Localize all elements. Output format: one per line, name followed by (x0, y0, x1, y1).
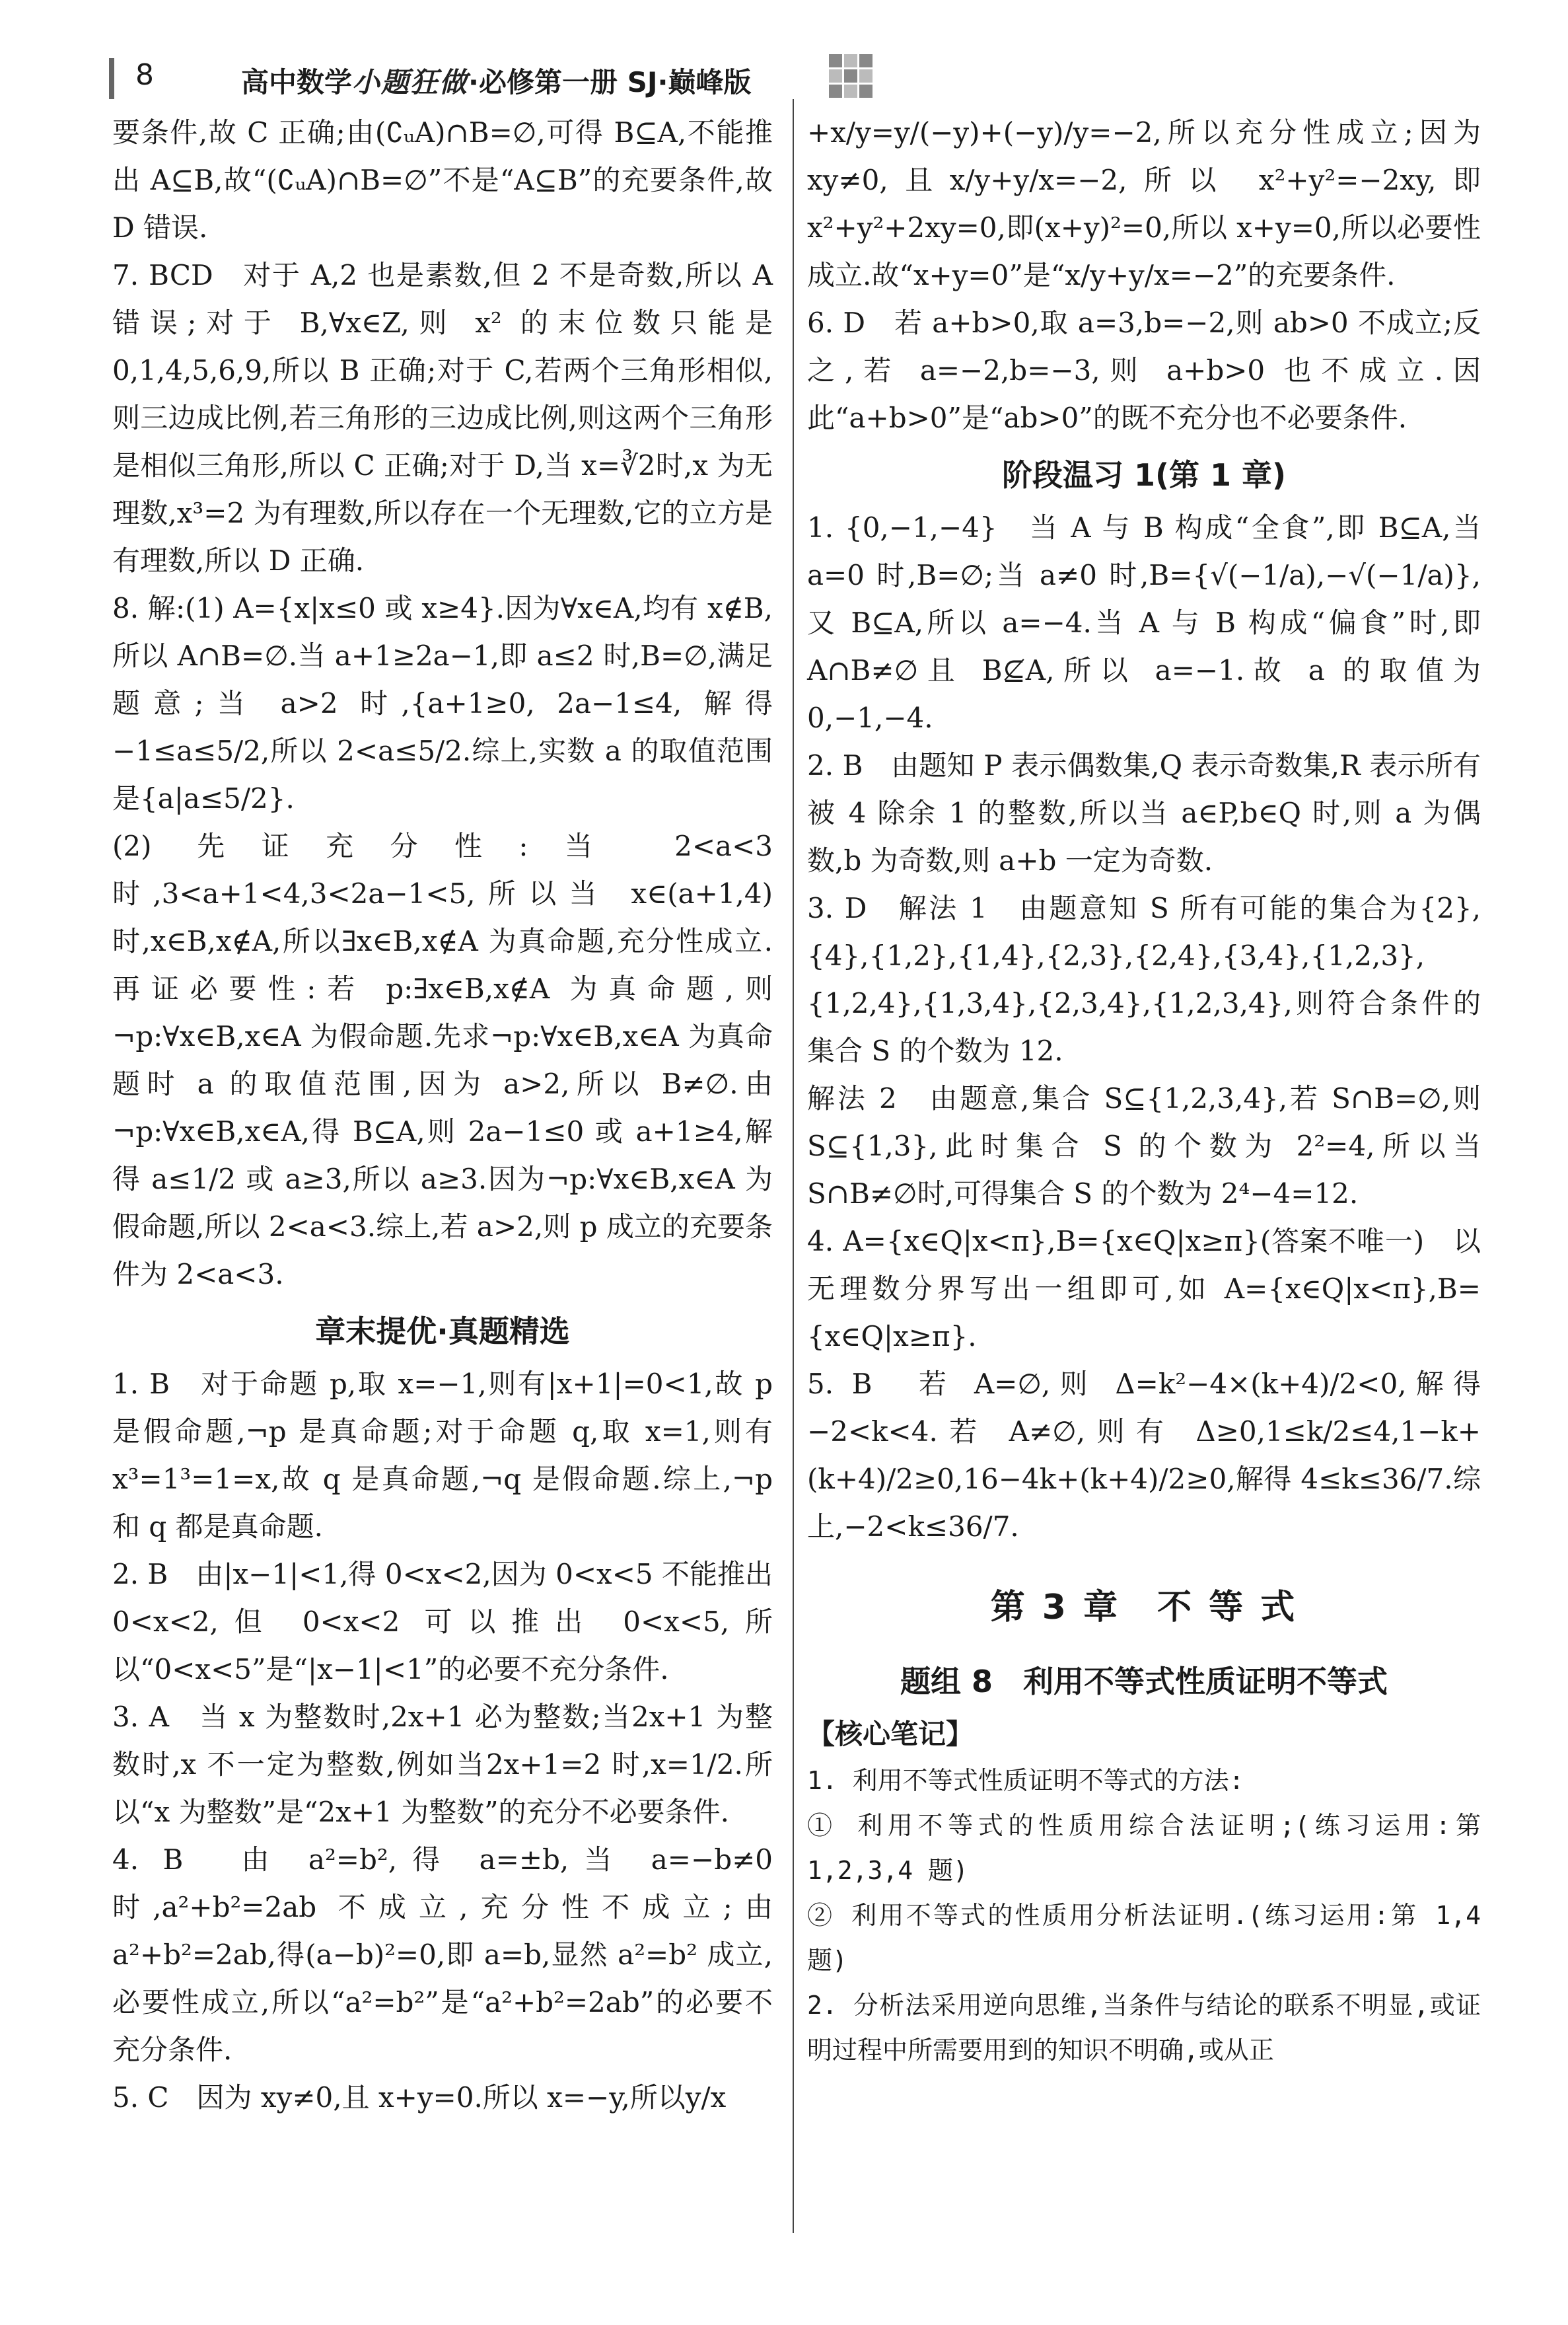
page-header (109, 52, 902, 107)
title-prefix: 高中数学 (241, 66, 353, 98)
note-line: ① 利用不等式的性质用综合法证明;(练习运用:第 1,2,3,4 题) (807, 1811, 1481, 1885)
review-answer-4: 4. A={x∈Q|x<π},B={x∈Q|x≥π}(答案不唯一) 以无理数分界写出一组即可,如 A={x∈Q|x<π},B={x∈Q|x≥π}. (807, 1225, 1481, 1352)
answer-8-part2: (2) 先证充分性:当 2<a<3 时,3<a+1<4,3<2a−1<5,所以当 x∈(a+1,4)时,x∈B,x∉A,所以∃x∈B,x∉A 为真命题,充分性成立.再证必要性:若 p:∃x∈B,x∉A 为真命题,则¬p:∀x∈B,x∈A 为假命题.先求¬p:∀x∈B,x∈A 为真命题时 a 的取值范围,因为 a>2,所以 B≠∅.由¬p:∀x∈B,x∈A,得 B⊆A,则 2a−1≤0 或 a+1≥4,解得 a≤1/2 或 a≥3,所以 a≥3.因为¬p:∀x∈B,x∈A 为假命题,所以 2<a<3.综上,若 a>2,则 p 成立的充要条件为 2<a<3. (112, 830, 773, 1290)
answer-1: 1. B 对于命题 p,取 x=−1,则有|x+1|=0<1,故 p 是假命题,¬p 是真命题;对于命题 q,取 x=1,则有 x³=1³=1=x,故 q 是真命题,¬q 是假命题.综上,¬p 和 q 都是真命题. (112, 1368, 773, 1543)
answer-7: 7. BCD 对于 A,2 也是素数,但 2 不是奇数,所以 A 错误;对于 B,∀x∈Z,则 x² 的末位数只能是 0,1,4,5,6,9,所以 B 正确;对于 C,若两个三角形相似,则三边成比例,若三角形的三边成比例,则这两个三角形是相似三角形,所以 C 正确;对于 D,当 x=∛2时,x 为无理数,x³=2 为有理数,所以存在一个无理数,它的立方是有理数,所以 D 正确. (112, 259, 773, 577)
answer-4: 4. B 由 a²=b²,得 a=±b,当 a=−b≠0 时,a²+b²=2ab 不成立,充分性不成立;由 a²+b²=2ab,得(a−b)²=0,即 a=b,显然 a²=b² 成立,必要性成立,所以“a²=b²”是“a²+b²=2ab”的必要不充分条件. (112, 1843, 773, 2066)
review-answer-2: 2. B 由题知 P 表示偶数集,Q 表示奇数集,R 表示所有被 4 除余 1 的整数,所以当 a∈P,b∈Q 时,则 a 为偶数,b 为奇数,则 a+b 一定为奇数. (807, 749, 1481, 877)
section-title: 阶段温习 1(第 1 章) (1001, 457, 1287, 493)
core-notes-title: 【核心笔记】 (807, 1718, 974, 1750)
chapter-title: 第 3 章 不 等 式 (990, 1588, 1298, 1627)
review-answer-3-method2: 解法 2 由题意,集合 S⊆{1,2,3,4},若 S∩B=∅,则 S⊆{1,3},此时集合 S 的个数为 2²=4,所以当 S∩B≠∅时,可得集合 S 的个数为 2⁴−4=12. (807, 1082, 1481, 1210)
left-column (112, 109, 773, 2122)
answer-5: 5. C 因为 xy≠0,且 x+y=0.所以 x=−y,所以y/x (112, 2081, 727, 2114)
answer-2: 2. B 由|x−1|<1,得 0<x<2,因为 0<x<5 不能推出 0<x<2,但 0<x<2 可以推出 0<x<5,所以“0<x<5”是“|x−1|<1”的必要不充分条件. (112, 1558, 773, 1685)
review-answer-3: 3. D 解法 1 由题意知 S 所有可能的集合为{2},{4},{1,2},{1,4},{2,3},{2,4},{3,4},{1,2,3},{1,2,4},{1,3,4},{2,3,4},{1,2,3,4},则符合条件的集合 S 的个数为 12. (807, 892, 1481, 1067)
note-line: 2. 分析法采用逆向思维,当条件与结论的联系不明显,或证明过程中所需要用到的知识不明确,或从正 (807, 1991, 1481, 2065)
title-suffix: ·必修第一册 SJ·巅峰版 (468, 66, 752, 98)
page-number: 8 (135, 58, 154, 92)
column-divider (793, 99, 794, 2233)
group-title: 题组 8 利用不等式性质证明不等式 (900, 1664, 1388, 1699)
book-title (241, 61, 751, 100)
note-line: ② 利用不等式的性质用分析法证明.(练习运用:第 1,4 题) (807, 1901, 1481, 1975)
answer-8-part1: 8. 解:(1) A={x|x≤0 或 x≥4}.因为∀x∈A,均有 x∉B,所以 A∩B=∅.当 a+1≥2a−1,即 a≤2 时,B=∅,满足题意;当 a>2 时,{a+1≥0, 2a−1≤4, 解得 −1≤a≤5/2,所以 2<a≤5/2.综上,实数 a 的取值范围是{a|a≤5/2}. (112, 592, 773, 815)
brand-logo: 小题狂做 (352, 66, 469, 98)
answer-6: 6. D 若 a+b>0,取 a=3,b=−2,则 ab>0 不成立;反之,若 a=−2,b=−3,则 a+b>0 也不成立.因此“a+b>0”是“ab>0”的既不充分也不必要条件. (807, 307, 1481, 434)
right-column (807, 109, 1481, 2073)
header-bar (109, 58, 114, 99)
note-line: 1. 利用不等式性质证明不等式的方法: (807, 1766, 1244, 1795)
grid-icon (829, 54, 873, 98)
paragraph: 要条件,故 C 正确;由(∁ᵤA)∩B=∅,可得 B⊆A,不能推出 A⊆B,故“(∁ᵤA)∩B=∅”不是“A⊆B”的充要条件,故 D 错误. (112, 116, 773, 244)
answer-5-cont: +x/y=y/(−y)+(−y)/y=−2,所以充分性成立;因为xy≠0,且x/y+y/x=−2,所以 x²+y²=−2xy,即 x²+y²+2xy=0,即(x+y)²=0,所以 x+y=0,所以必要性成立.故“x+y=0”是“x/y+y/x=−2”的充要条件. (807, 116, 1481, 291)
review-answer-1: 1. {0,−1,−4} 当 A 与 B 构成“全食”,即 B⊆A,当 a=0 时,B=∅;当 a≠0 时,B={√(−1/a),−√(−1/a)},又 B⊆A,所以 a=−4.当 A 与 B 构成“偏食”时,即 A∩B≠∅且 B⊈A,所以 a=−1.故 a 的取值为 0,−1,−4. (807, 511, 1481, 734)
section-title: 章末提优·真题精选 (315, 1313, 570, 1349)
review-answer-5: 5. B 若 A=∅,则 Δ=k²−4×(k+4)/2<0,解得−2<k<4.若 A≠∅,则有 Δ≥0,1≤k/2≤4,1−k+(k+4)/2≥0,16−4k+(k+4)/2≥0,解得 4≤k≤36/7.综上,−2<k≤36/7. (807, 1368, 1481, 1543)
answer-3: 3. A 当 x 为整数时,2x+1 必为整数;当2x+1 为整数时,x 不一定为整数,例如当2x+1=2 时,x=1/2.所以“x 为整数”是“2x+1 为整数”的充分不必要条件. (112, 1701, 773, 1828)
